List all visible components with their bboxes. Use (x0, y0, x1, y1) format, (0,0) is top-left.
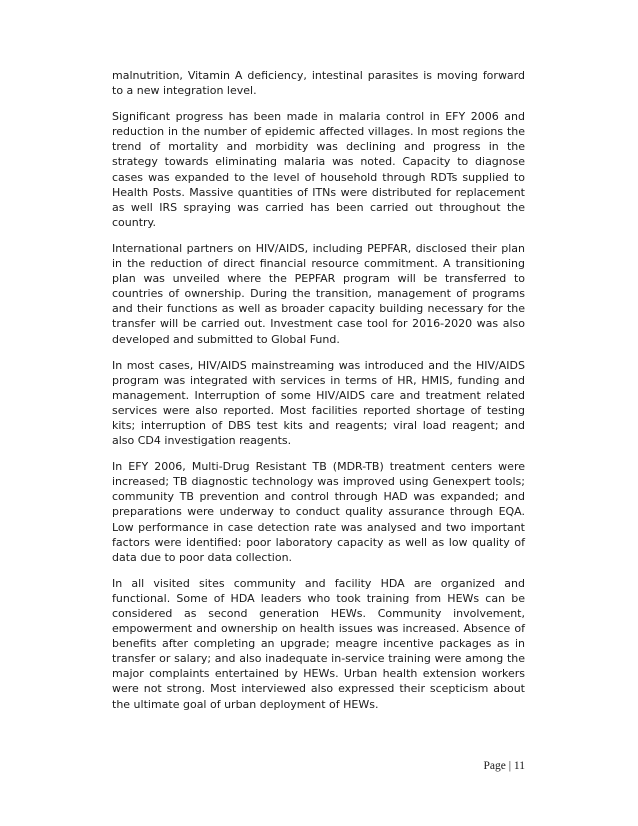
page-number: Page | 11 (483, 760, 525, 772)
paragraph-tb: In EFY 2006, Multi-Drug Resistant TB (MDR-TB) treatment centers were increased; TB diagnostic technology was improved using Genexpert tools; community TB prevention and control through HAD was expanded; and preparations were underway to conduct quality assurance through EQA. Low performance in case detection rate was analysed and two important factors were identified: poor laboratory capacity as well as low quality of data due to poor data collection. (112, 460, 525, 564)
document-body (112, 68, 525, 712)
paragraph-malaria: Significant progress has been made in malaria control in EFY 2006 and reduction in the number of epidemic affected villages. In most regions the trend of mortality and morbidity was declining and progress in the strategy towards eliminating malaria was noted. Capacity to diagnose cases was expanded to the level of household through RDTs supplied to Health Posts. Massive quantities of ITNs were distributed for replacement as well IRS spraying was carried has been carried out throughout the country. (112, 110, 525, 229)
paragraph-hiv-mainstreaming: In most cases, HIV/AIDS mainstreaming was introduced and the HIV/AIDS program was integrated with services in terms of HR, HMIS, funding and management. Interruption of some HIV/AIDS care and treatment related services were also reported. Most facilities reported shortage of testing kits; interruption of DBS test kits and reagents; viral load reagent; and also CD4 investigation reagents. (112, 358, 525, 448)
paragraph-hiv-partners: International partners on HIV/AIDS, including PEPFAR, disclosed their plan in the reduction of direct financial resource commitment. A transitioning plan was unveiled where the PEPFAR program will be transferred to countries of ownership. During the transition, management of programs and their functions as well as broader capacity building necessary for the transfer will be carried out. Investment case tool for 2016-2020 was also developed and submitted to Global Fund. (112, 241, 525, 346)
paragraph-malnutrition: malnutrition, Vitamin A deficiency, intestinal parasites is moving forward to a new integration level. (112, 69, 525, 98)
paragraph-hda: In all visited sites community and facility HDA are organized and functional. Some of HDA leaders who took training from HEWs can be considered as second generation HEWs. Community involvement, empowerment and ownership on health issues was increased. Absence of benefits after completing an upgrade; meagre incentive packages as in transfer or salary; and also inadequate in-service training were among the major complaints entertained by HEWs. Urban health extension workers were not strong. Most interviewed also expressed their scepticism about the ultimate goal of urban deployment of HEWs. (112, 576, 525, 711)
